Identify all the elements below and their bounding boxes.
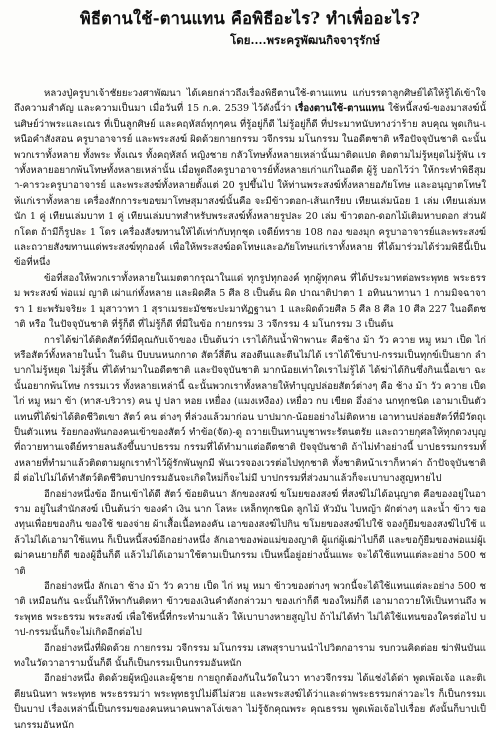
paragraph-text: หลวงปู่ครูบาเจ้าชัยยะวงศาพัฒนา ได้เคยกล่าวถึงเรื่องพิธีตานใช้-ตานแทน แก่บรรดาลูกศิษย์ได้ให้รู้ได้เข้าใจถึงความสำคัญ และความเป็นมา เมื่อวันที่ 15 ก.ค. 2539 ไว้ดังนี้ว่า: [14, 88, 486, 115]
paragraph: [14, 671, 486, 733]
paragraph-text: อีกอย่างหนึ่งที่ผิดด้วย กายกรรม วจีกรรม มโนกรรม เสพสุราบานนำไปวิตกอาราม รบกวนคิดต่อย ฆ่าฟันบันแทงในวัดวาอารามนั้นก็ดี นั้นก็เป็นกรรมเป็นกรรมอันหนัก: [14, 642, 486, 670]
paragraph: [14, 641, 486, 672]
paragraph-text: อีกอย่างหนึ่ง ลักเอา ช้าง ม้า วัว ควาย เป็ด ไก่ หมู หมา ข้าวของต่างๆ พวกนี้จะได้ใช้แทนแต่ละอย่าง 500 ชาติ เหมือนกัน ฉะนั้นก็ให้พากันติดหา ข้าวของเงินคำดังกล่าวมา ของเก่าก็ดี ของใหม่ก็ดี เอามาถวายให้เป็นทานถึง พระพุทธ พระธรรม พระสงฆ์ เพื่อใช้หนี้ที่กระทำมาแล้ว ให้เบาบางหายสูญไป ถ้าไม่ได้ทำ ไม่ได้ใช้แทนของใครต่อไป บาป-กรรมนั้นก็จะไม่เกิดอีกต่อไป: [14, 581, 486, 639]
paragraph-text: การได้ฆ่าได้ติดสัตว์ที่มีคุณกับเจ้าของ เป็นต้นว่า เราได้กินน้ำฟ้าพานะ คือช้าง ม้า วัว ควาย หมู หมา เป็ด ไก่ หรือสัตว์ทั้งหลายในน้ำ ในดิน บีบบนหนกกาด สัตว์สี่ตีน สองตีนและตีนไม่ได้ เราได้ใช้บาป-กรรมเป็นทุกข์เป็นยาก ลำบากไม่รู้หยุด ไม่รู้สิ้น ที่ได้ทำมาในอดีตชาติ และปัจจุบันชาติ มากน้อยเท่าใดเราไม่รู้ได้ ได้ฆ่าได้กินซึ่งกินเนื้อเขา ฉะนั้นอยากพ้นโทษ กรรมเวร ทั้งหลายเหล่านี้ ฉะนั้นพวกเราทั้งหลายให้ทำบุญปล่อยสัตว์ต่างๆ คือ ช้าง ม้า วัว ควาย เป็ด ไก่ หมู หมา ข้า (ทาส-บริวาร) คน ปู ปลา หอย เหยื่อง (แมงเหงือง) เหยื่อว กบ เขียด อึ่งอ่าง นกทุกชนิด เอามาเป็นตัวแทนที่ได้ฆ่าได้ติดชีวิตเขา สัตว์ คน ต่างๆ ที่ล่วงแล้วมาก่อน บาปมาก-น้อยอย่างไม่ติดหาย เอาทานปล่อยสัตว์ที่มีวัตถุเป็นตัวแทน ร้อยกองพันกองคนเข้าของสัตว์ ทำข้อ(จัด)-ดู ถวายเป็นทานบูชาพระรัตนตรัย และถวายกุศลให้ทุกดวงบุญที่ถวายทานเจดีย์ทรายลนลังขึ้นบาปธรรม กรรมที่ได้ทำมาแต่อดีตชาติ ปัจจุบันชาติ ถ้าไม่ทำอย่างนี้ บาปธรรมกรรมทั้งหลายที่ทำมาแล้วติดตามผูกเราทำไว้ผู้รักพันพูกมี พันเวรจองเวรต่อไปทุกชาติ ทั้งชาติหน้าเราก็หาค่า ถ้าปัจจุบันชาติผี่ ต่อไปไม่ได้ทำสัตว์ติดชีวิตบาปกรรมอันจะเกิดใหม่ก็จะไม่มี บาปกรรมที่ส่วงมาแล้วก็จะเบาบางสูญหายไป: [14, 334, 486, 485]
paragraph: [14, 86, 486, 271]
document-author: โดย....พระครูพัฒนกิจจารุรักษ์: [230, 33, 380, 47]
paragraph: [14, 333, 486, 487]
paragraph-emphasis: เรื่องตานใช้-ตานแทน: [294, 103, 385, 115]
document-body: [14, 86, 486, 733]
paragraph-text: อีกอย่างหนึ่งข้อ อีกนเข้าได้ดี สัตว์ ข้อยดินนา ลักของสงฆ์ ขโมยของสงฆ์ ที่สงฆ์ไม่ได้อนุญาต คือของอยู่ในอาราม อยู่ในสำนักสงฆ์ เป็นต้นว่า ของคำ เงิน นาก โลหะ เหล็กทุกชนิด ลูกไม้ หัวมัน ไบหญ้า ผักต่างๆ และน้ำ ข้าว ของทุนเพื่อยของกิน ของใช้ ของจ่าย ผ้าเสื้อเนื้อทองคัน เอาของสงฆ์ไปกิน ขโมยของสงฆ์ไปใช้ จองกู้ยืมของสงฆ์ไปใช้ แล้วไม่ได้เอามาใช้แทน ก็เป็นหนี้สงฆ์อีกอย่างหนึ่ง ลักเอาของพ่อแม่ของญาติ ผู้แก่ผู้เฒ่าไปก็ดี และขอกู้ยืมของพ่อแม่ผู้เฒ่าคนยายก็ดี ของผู้อื่นก็ดี แล้วไม่ได้เอามาใช้ตามเป็นกรรม เป็นหนี้อยู่อย่างนั้นแพะ จะได้ใช้แทนแต่ละอย่าง 500 ชาติ: [14, 488, 486, 577]
paragraph-text: ข้อที่สองให้พวกเราทั้งหลายในเมตตากรุณาในแด่ ทุกรูปทุกองค์ ทุกผู้ทุกคน ที่ได้ประมาทต่อพระพุทธ พระธรรม พระสงฆ์ พ่อแม่ ญาติ เผ่าแก่ทั้งหลาย และผิดศีล 5 ศีล 8 เป็นต้น ผิด ปาณาติปาตา 1 อทินนาทานา 1 กามมิจฉาจารา 1 ยะพรัมจริยะ 1 มุสาวาทา 1 สุราเมรยะมัชชะปะมาทัฏฐานา 1 และผิดด้วยศีล 5 ศีล 8 ศีล 10 ศีล 227 ในอดีตชาติ หรือ ในปัจจุบันชาติ ที่รู้ก็ดี ที่ไม่รู้ก็ดี ที่มีในข้อ กายกรรม 3 วจีกรรม 4 มโนกรรม 3 เป็นต้น: [14, 272, 486, 331]
document-title: พิธีตานใช้-ตานแทน คือพิธีอะไร? ทำเพื่ออะไร?: [79, 9, 421, 28]
paragraph: [14, 579, 486, 641]
paragraph: [14, 271, 486, 333]
paragraph-text: ใช้หนี้สงฆ์-ของมาสงฆ์นั้นศิษย์ว่าพระและเณร ที่เป็นลูกศิษย์ และคฤหัสถ์ทุกๆคน ที่รู้อยู่ก็ดี ไม่รู้อยู่ก็ดี ที่ประมาทนับทางว่าร้าย ลบคุณ พูดเกิน-เหนือคำสังสอน ครูบาอาจารย์ และพระสงฆ์ ผิดด้วยกายกรรม วจีกรรม มโนกรรม ในอดีตชาติ หรือปัจจุบันชาติ ฉะนั้นพวกเราทั้งหลาย ทั้งพระ ทั้งเณร ทั้งคฤหัสถ์ หญิงชาย กลัวโทษทั้งหลายเหล่านั้นมาติดแปด ติดตามไม่รู้หยุดไม่รู้พัน เราทั้งหลายอยากพ้นโทษทั้งหลายเหล่านั้น เมื่อพูดถึงครูบาอาจารย์ทั้งหลายเก่าแก่ในอดีต ผู้รู้ บอกไว้ว่า ให้กระทำพิธีสุมา-คารวะครูบาอาจารย์ และพระสงฆ์ทั้งหลายตั้งแต่ 20 รูปขึ้นไป ให้ท่านพระสงฆ์ทั้งหลายอภัยโทษ และอนุญาตโทษให้แก่เราทั้งหลาย เครื่องสักการะขอขมาโทษสุมาสงฆ์นั้นคือ จะมีข้าวตอก-เส้นเกรียบ เทียนเล่มน้อย 1 เล่ม เทียนเล่มหนัก 1 คู่ เทียนเล่มบาท 1 คู่ เทียนเล่มบาทสำหรับพระสงฆ์ทั้งหลายรูปละ 20 เล่ม ข้าวตอก-ดอกไม้เติมหาบดอก ส่วนผักโดต ถ้ามีก็รูปละ 1 โดร เครื่องสังฆทานให้ได้เท่ากับทุกชุด เจดีย์ทราย 108 กอง ของมุก ครูบาอาจารย์และพระสงฆ์ และถวายสังฆทานแด่พระสงฆ์ทุกองค์ เพื่อให้พระสงฆ์อดโทษและอภัยโทษแก่เราทั้งหลาย ที่ได้มาร่วมได้ร่วมพิธีนี้เป็นข้อที่หนึ่ง: [14, 103, 487, 269]
paragraph: [14, 487, 486, 579]
paragraph-text: อีกอย่างหนึ่ง ติดด้วยผู้หญิงและผู้ชาย กายถูกต้องกันในวัดในวา ทางวจีกรรม ได้แช่งได้ด่า พูดเพ้อเจ้อ และติเตียนนินทา พระพุทธ พระธรรมว่า พระพุทธรูปไม่ดีไม่สวย และพระสงฆ์ได้ว่าและด่าพระธรรมกล่าวอะไร ก็เป็นกรรมเป็นบาป เรื่องเหล่านี้เป็นกรรมของคนหนาคนพาลโง่เขลา ไม่รู้จักคุณพระ คุณธรรม พูดเพ้อเจ้อไปเรื่อย ดังนั้นก็บาปเป็นกรรมอันหนัก: [14, 673, 486, 731]
